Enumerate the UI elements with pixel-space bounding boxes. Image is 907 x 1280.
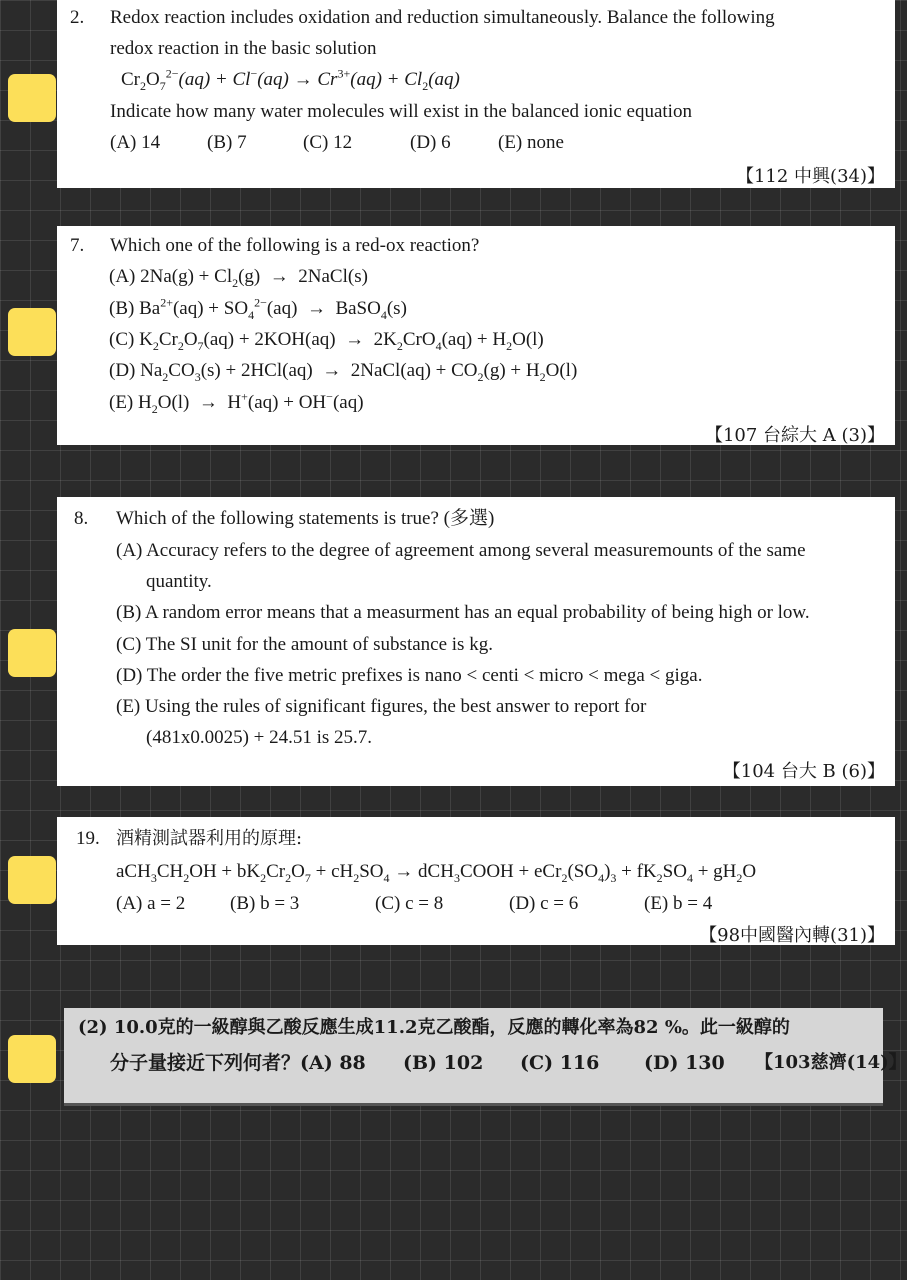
option-d: (D) The order the five metric prefixes is nano < centi < micro < mega < giga. <box>116 665 703 686</box>
option-c: (C) The SI unit for the amount of substance is kg. <box>116 634 493 655</box>
option-a-continued: quantity. <box>146 571 212 592</box>
option-e: (E) $H_2O(l) \to H^+(aq) + OH^-(aq)$ <box>109 389 364 416</box>
sticky-note <box>8 629 56 677</box>
option-c: (C) c = 8 <box>375 893 444 914</box>
question-text-line: Indicate how many water molecules will exist in the balanced ionic equation <box>110 101 692 122</box>
option-d: (D) 6 <box>410 132 451 153</box>
source-citation: 【98中國醫內轉(31)】 <box>699 925 885 946</box>
chemical-equation: $Cr_2O_7^{2-}(aq) + Cl^-(aq) \to Cr^{3+}(aq) + Cl_2(aq)$ <box>121 66 460 93</box>
question-text-line: redox reaction in the basic solution <box>110 38 377 59</box>
option-c: (C) $K_2Cr_2O_7(aq) + 2KOH(aq) \to 2K_2CrO_4(aq) + H_2O(l)$ <box>109 329 544 353</box>
option-b: (B) b = 3 <box>230 893 300 914</box>
option-e-continued: (481x0.0025) + 24.51 is 25.7. <box>146 727 373 748</box>
question-text-line: (2) 10.0克的一級醇與乙酸反應生成11.2克乙酸酯，反應的轉化率為82 %。此一級醇的 <box>78 1017 790 1038</box>
question-number: 7. <box>70 235 85 256</box>
source-citation: 【104 台大 B (6)】 <box>722 761 885 782</box>
question-card-4 <box>57 817 895 945</box>
question-card-2 <box>57 226 895 445</box>
option-a: (A) Accuracy refers to the degree of agreement among several measuremounts of the same <box>116 540 806 561</box>
question-card-1 <box>57 0 895 188</box>
option-c: (C) 116 <box>520 1052 600 1074</box>
question-text-line: Which of the following statements is true? (多選) <box>116 508 495 529</box>
source-citation: 【107 台綜大 A (3)】 <box>704 425 885 446</box>
sticky-note <box>8 856 56 904</box>
question-number: 19. <box>76 828 100 849</box>
option-a: (A) $2Na(g) + Cl_2(g)$ → 2NaCl(s) <box>109 266 368 290</box>
question-number: 8. <box>74 508 89 529</box>
option-c: (C) 12 <box>303 132 353 153</box>
question-text-line: Redox reaction includes oxidation and reduction simultaneously. Balance the following <box>110 7 775 28</box>
sticky-note <box>8 1035 56 1083</box>
question-text-line: Which one of the following is a red-ox reaction? <box>110 235 480 256</box>
sticky-note <box>8 308 56 356</box>
source-citation: 【112 中興(34)】 <box>735 166 885 187</box>
option-b: (B) A random error means that a measurment has an equal probability of being high or low. <box>116 602 810 623</box>
option-a: (A) 14 <box>110 132 161 153</box>
option-b: (B) $Ba^{2+}(aq) + SO_4^{2-}(aq)$ → BaSO$_4$(s) <box>109 295 407 322</box>
question-card-3 <box>57 497 895 786</box>
option-b: (B) 102 <box>403 1052 484 1074</box>
question-number: 2. <box>70 7 85 28</box>
chemical-equation: $aCH_3CH_2OH + bK_2Cr_2O_7 + cH_2SO_4$ → dCH$_3$COOH + $eCr_2(SO_4)_3 + fK_2SO_4 + gH_2O$ <box>116 861 757 885</box>
option-d: (D) $Na_2CO_3(s) + 2HCl(aq)$ → 2NaCl(aq) + $CO_2(g) + H_2O(l)$ <box>109 360 578 384</box>
option-a: (A) a = 2 <box>116 893 186 914</box>
option-a: 分子量接近下列何者？(A) 88 <box>110 1052 366 1074</box>
source-citation: 【103慈濟(14)】 <box>755 1052 907 1073</box>
option-e: (E) Using the rules of significant figures, the best answer to report for <box>116 696 647 717</box>
option-e: (E) none <box>498 132 564 153</box>
question-text-line: 酒精測試器利用的原理: <box>116 828 303 849</box>
option-d: (D) c = 6 <box>509 893 579 914</box>
option-b: (B) 7 <box>207 132 247 153</box>
option-e: (E) b = 4 <box>644 893 713 914</box>
question-card-5 <box>64 1008 907 1106</box>
sticky-note <box>8 74 56 122</box>
option-d: (D) 130 <box>644 1052 725 1074</box>
